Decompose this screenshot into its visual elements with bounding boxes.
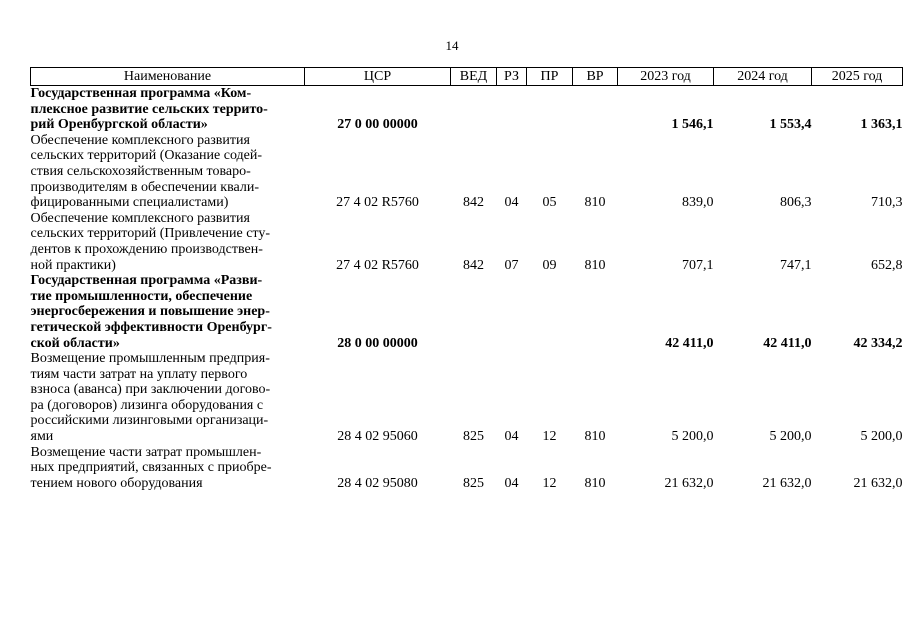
row-name-line: ра (договоров) лизинга оборудования с xyxy=(30,397,264,413)
row-name-line: тением нового оборудования xyxy=(30,475,203,491)
row-name-line: Государственная программа «Разви- xyxy=(30,273,263,289)
row-amount-2024: 21 632,0 xyxy=(762,475,812,491)
header-2025: 2025 год xyxy=(812,68,903,86)
row-name-line: Обеспечение комплексного развития xyxy=(30,132,250,148)
row-amount-2025: 1 363,1 xyxy=(860,117,903,133)
row-csr: 28 4 02 95080 xyxy=(337,475,418,491)
row-ved xyxy=(451,273,497,351)
row-name xyxy=(31,86,305,133)
table-body xyxy=(31,86,903,492)
row-amount-2024: 1 553,4 xyxy=(769,117,812,133)
row-pr: 12 xyxy=(542,475,557,491)
row-pr: 12 xyxy=(542,429,557,445)
row-rz xyxy=(497,273,527,351)
row-name-line: Государственная программа «Ком- xyxy=(30,86,252,101)
row-ved: 842 xyxy=(463,195,484,211)
table-row xyxy=(31,351,903,445)
row-pr: 09 xyxy=(542,257,557,273)
row-name xyxy=(31,211,305,273)
row-amount-2023: 5 200,0 xyxy=(671,429,714,445)
row-amount-2023: 1 546,1 xyxy=(671,117,714,133)
row-name-line: взноса (аванса) при заключении догово- xyxy=(30,382,271,398)
header-csr: ЦСР xyxy=(305,68,451,86)
table-row xyxy=(31,86,903,133)
header-2024: 2024 год xyxy=(714,68,812,86)
row-rz: 04 xyxy=(504,475,519,491)
row-name-line: ной практики) xyxy=(30,257,116,273)
row-name-line: дентов к прохождению производствен- xyxy=(30,241,263,257)
table-row xyxy=(31,133,903,211)
row-name-line: тие промышленности, обеспечение xyxy=(30,288,253,304)
row-amount-2025: 710,3 xyxy=(871,195,903,211)
row-name xyxy=(31,133,305,211)
row-vr: 810 xyxy=(584,475,606,491)
row-name xyxy=(31,351,305,445)
row-rz xyxy=(497,86,527,133)
row-rz: 04 xyxy=(504,429,519,445)
row-name-line: тиям части затрат на уплату первого xyxy=(30,366,248,382)
row-amount-2025: 21 632,0 xyxy=(853,475,903,491)
row-name xyxy=(31,445,305,492)
row-vr: 810 xyxy=(584,429,606,445)
header-name: Наименование xyxy=(31,68,305,86)
row-csr: 27 0 00 00000 xyxy=(337,117,418,133)
table-row xyxy=(31,445,903,492)
row-rz: 07 xyxy=(504,257,519,273)
page-number: 14 xyxy=(445,38,459,53)
header-row xyxy=(31,68,903,86)
row-name-line: Возмещение части затрат промышлен- xyxy=(30,444,262,460)
row-name-line: ской области» xyxy=(30,335,120,351)
row-ved: 825 xyxy=(463,475,484,491)
row-pr xyxy=(527,86,573,133)
row-name-line: гетической эффективности Оренбург- xyxy=(30,319,272,335)
table-row xyxy=(31,211,903,273)
row-amount-2025: 652,8 xyxy=(871,257,903,273)
row-name-line: сельских территорий (Оказание содей- xyxy=(30,148,263,164)
row-amount-2024: 806,3 xyxy=(780,195,812,211)
row-pr xyxy=(527,273,573,351)
table-row xyxy=(31,273,903,351)
row-name-line: Возмещение промышленным предприя- xyxy=(30,351,270,367)
header-ved: ВЕД xyxy=(451,68,497,86)
row-rz: 04 xyxy=(504,195,519,211)
row-ved: 842 xyxy=(463,257,484,273)
header-vr: ВР xyxy=(573,68,618,86)
row-name-line: рий Оренбургской области» xyxy=(30,117,208,133)
row-name-line: плексное развитие сельских террито- xyxy=(30,101,268,117)
header-rz: РЗ xyxy=(497,68,527,86)
row-csr: 27 4 02 R5760 xyxy=(336,257,419,273)
header-2023: 2023 год xyxy=(618,68,714,86)
row-pr: 05 xyxy=(542,195,557,211)
row-name-line: энергосбережения и повышение энер- xyxy=(30,304,270,320)
row-ved: 825 xyxy=(463,429,484,445)
row-name-line: Обеспечение комплексного развития xyxy=(30,210,250,226)
row-name xyxy=(31,273,305,351)
row-vr xyxy=(573,86,618,133)
row-amount-2025: 5 200,0 xyxy=(860,429,903,445)
row-amount-2024: 747,1 xyxy=(780,257,812,273)
row-vr: 810 xyxy=(584,257,606,273)
row-name-line: производителям в обеспечении квали- xyxy=(30,179,259,195)
header-pr: ПР xyxy=(527,68,573,86)
row-vr: 810 xyxy=(584,195,606,211)
row-csr: 27 4 02 R5760 xyxy=(336,195,419,211)
row-vr xyxy=(573,273,618,351)
row-amount-2025: 42 334,2 xyxy=(853,335,903,351)
row-csr: 28 4 02 95060 xyxy=(337,429,418,445)
row-amount-2023: 42 411,0 xyxy=(665,335,714,351)
row-csr: 28 0 00 00000 xyxy=(337,335,418,351)
row-amount-2023: 707,1 xyxy=(682,257,714,273)
row-amount-2023: 21 632,0 xyxy=(664,475,714,491)
row-amount-2023: 839,0 xyxy=(682,195,714,211)
row-amount-2024: 42 411,0 xyxy=(763,335,812,351)
row-name-line: сельских территорий (Привлечение сту- xyxy=(30,226,271,242)
row-name-line: ных предприятий, связанных с приобре- xyxy=(30,460,272,476)
row-amount-2024: 5 200,0 xyxy=(769,429,812,445)
row-name-line: фицированными специалистами) xyxy=(30,195,229,211)
row-name-line: ями xyxy=(30,429,54,445)
budget-table xyxy=(30,67,903,491)
row-ved xyxy=(451,86,497,133)
row-name-line: российскими лизинговыми организаци- xyxy=(30,413,269,429)
row-name-line: ствия сельскохозяйственным товаро- xyxy=(30,163,251,179)
